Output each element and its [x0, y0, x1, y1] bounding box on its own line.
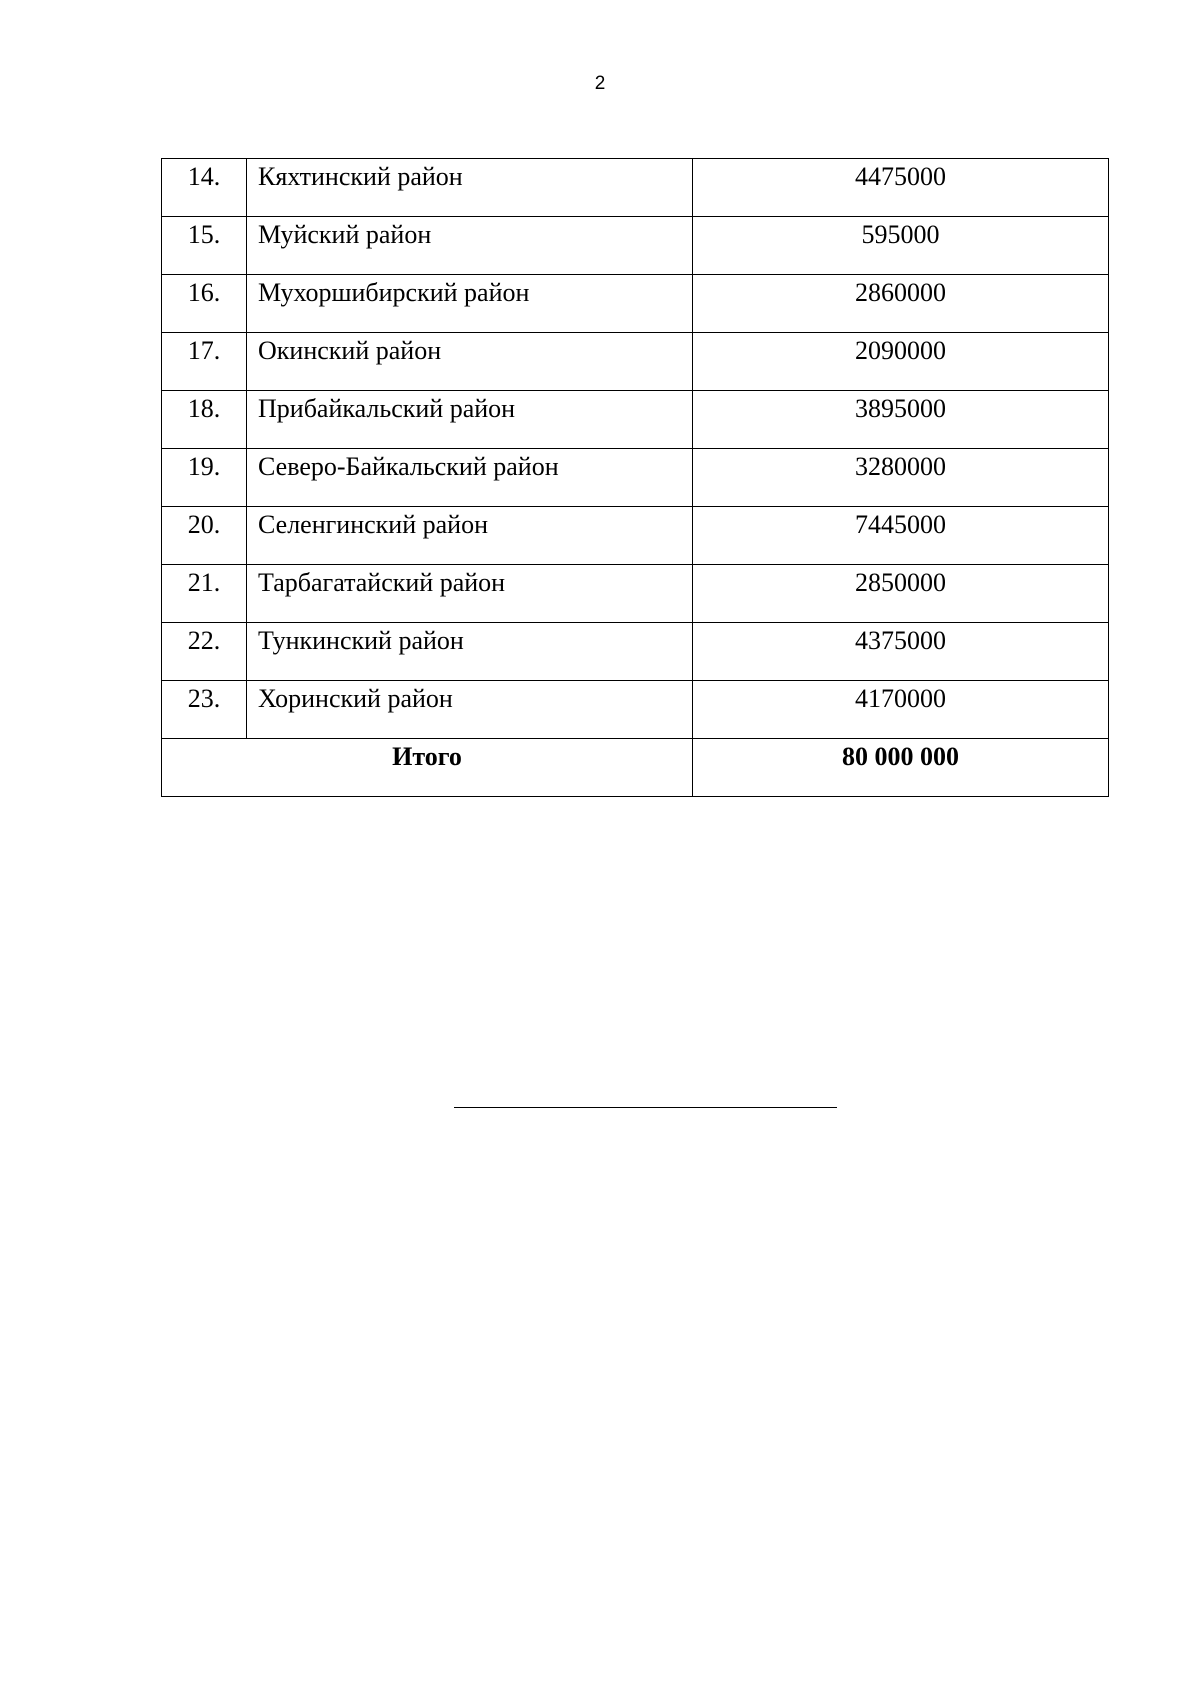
- district-name-cell: [247, 391, 693, 449]
- district-name: Мухоршибирский район: [258, 278, 530, 307]
- row-amount-cell: [693, 449, 1109, 507]
- table-row: [162, 333, 1109, 391]
- allocation-table: [161, 158, 1109, 797]
- row-amount-cell: [693, 217, 1109, 275]
- district-name: Прибайкальский район: [258, 394, 516, 423]
- row-number: 17.: [187, 336, 221, 365]
- district-name: Муйский район: [258, 220, 432, 249]
- total-amount: 80 000 000: [842, 742, 959, 771]
- row-amount: 4475000: [855, 162, 946, 191]
- row-number-cell: [162, 565, 247, 623]
- row-amount: 3280000: [855, 452, 946, 481]
- table-row: [162, 275, 1109, 333]
- allocation-table-container: [161, 158, 1108, 797]
- district-name: Селенгинский район: [258, 510, 488, 539]
- district-name: Кяхтинский район: [258, 162, 463, 191]
- row-number-cell: [162, 333, 247, 391]
- row-amount-cell: [693, 159, 1109, 217]
- row-amount: 4375000: [855, 626, 946, 655]
- district-name: Тункинский район: [258, 626, 464, 655]
- row-amount-cell: [693, 391, 1109, 449]
- total-amount-cell: [693, 739, 1109, 797]
- total-label: Итого: [392, 742, 462, 771]
- row-amount: 3895000: [855, 394, 946, 423]
- table-row: [162, 681, 1109, 739]
- row-amount: 2850000: [855, 568, 946, 597]
- row-number: 20.: [187, 510, 221, 539]
- table-row: [162, 449, 1109, 507]
- row-number: 19.: [187, 452, 221, 481]
- row-number-cell: [162, 217, 247, 275]
- row-amount-cell: [693, 565, 1109, 623]
- row-number: 21.: [187, 568, 221, 597]
- district-name-cell: [247, 275, 693, 333]
- district-name-cell: [247, 681, 693, 739]
- page-number: 2: [594, 73, 606, 94]
- row-amount-cell: [693, 507, 1109, 565]
- row-number-cell: [162, 507, 247, 565]
- district-name-cell: [247, 565, 693, 623]
- district-name-cell: [247, 449, 693, 507]
- row-number: 16.: [187, 278, 221, 307]
- row-number: 15.: [187, 220, 221, 249]
- row-number: 23.: [187, 684, 221, 713]
- row-number-cell: [162, 391, 247, 449]
- district-name: Хоринский район: [258, 684, 453, 713]
- row-amount-cell: [693, 681, 1109, 739]
- total-label-cell: [162, 739, 693, 797]
- row-number-cell: [162, 623, 247, 681]
- row-number-cell: [162, 275, 247, 333]
- total-row: [162, 739, 1109, 797]
- district-name: Северо-Байкальский район: [258, 452, 559, 481]
- signature-line: [454, 1107, 837, 1108]
- row-amount: 2860000: [855, 278, 946, 307]
- district-name-cell: [247, 217, 693, 275]
- row-amount: 595000: [861, 220, 940, 249]
- district-name-cell: [247, 333, 693, 391]
- table-row: [162, 565, 1109, 623]
- district-name-cell: [247, 507, 693, 565]
- row-amount-cell: [693, 333, 1109, 391]
- table-row: [162, 507, 1109, 565]
- row-amount: 2090000: [855, 336, 946, 365]
- district-name: Тарбагатайский район: [258, 568, 506, 597]
- district-name-cell: [247, 159, 693, 217]
- table-body: [162, 159, 1109, 797]
- row-number: 18.: [187, 394, 221, 423]
- district-name: Окинский район: [258, 336, 442, 365]
- row-number: 14.: [187, 162, 221, 191]
- row-amount-cell: [693, 623, 1109, 681]
- row-number-cell: [162, 681, 247, 739]
- row-number-cell: [162, 449, 247, 507]
- row-amount: 7445000: [855, 510, 946, 539]
- table-row: [162, 217, 1109, 275]
- row-number: 22.: [187, 626, 221, 655]
- row-amount: 4170000: [855, 684, 946, 713]
- district-name-cell: [247, 623, 693, 681]
- table-row: [162, 391, 1109, 449]
- row-amount-cell: [693, 275, 1109, 333]
- table-row: [162, 159, 1109, 217]
- row-number-cell: [162, 159, 247, 217]
- table-row: [162, 623, 1109, 681]
